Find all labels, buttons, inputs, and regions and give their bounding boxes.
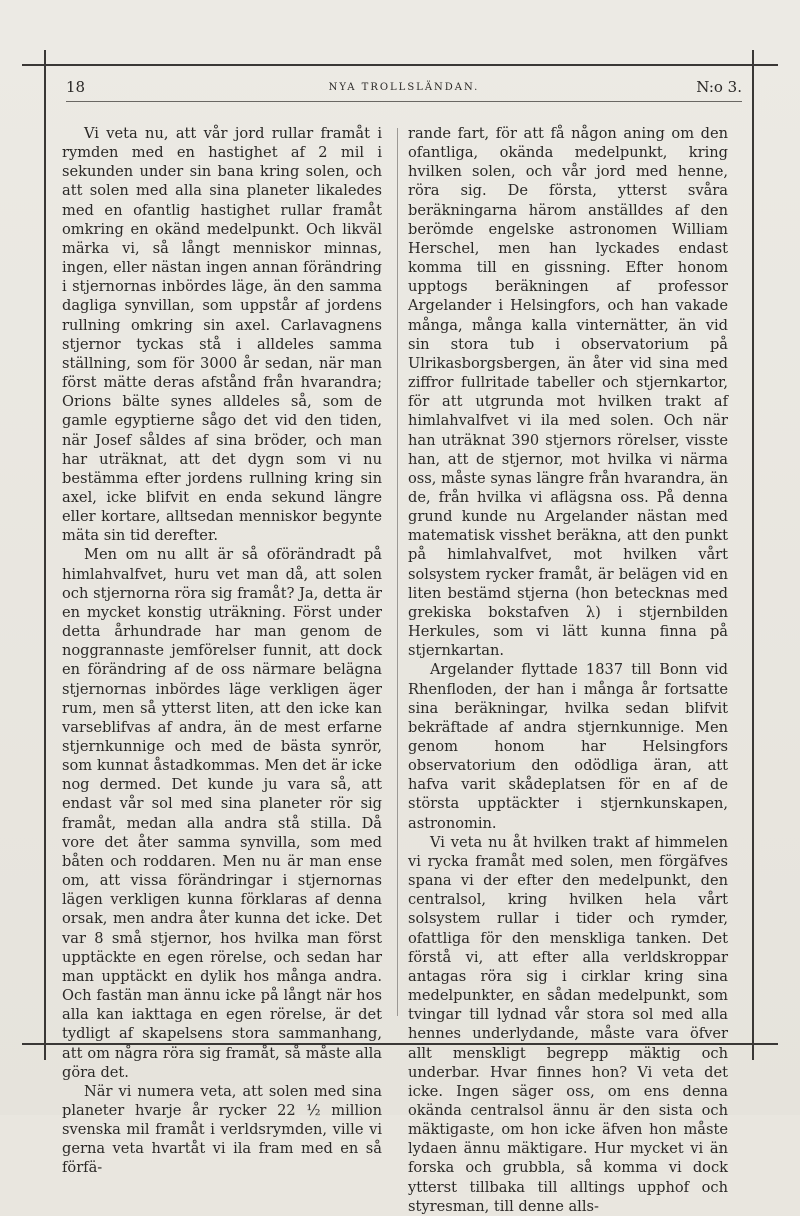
frame-rule-left bbox=[44, 50, 46, 1060]
paragraph: Vi veta nu åt hvilken trakt af himmelen vi rycka framåt med solen, men förgäfves spana vi der efter den medelpunkt, den centralsol, kring hvilken hela vårt solsystem rullar i tider och rymder, ofattliga för den menskliga tanken. Det förstå vi, att efter alla verldskroppar antagas röra sig i cirklar kring sina medelpunkter, en sådan medelpunkt, som tvingar till lydnad vår stora sol med alla hennes underlydande, måste vara öfver allt menskligt begrepp mäktig och underbar. Hvar finnes hon? Vi veta det icke. Ingen säger oss, om ens denna okända centralsol ännu är den sista och mäktigaste, om hon icke äfven hon måste lydaen ännu mäktigare. Hur mycket vi än forska och grubbla, så komma vi dock ytterst tillbaka till alltings upphof och styresman, till denne alls- bbox=[408, 833, 728, 1215]
frame-rule-right bbox=[752, 50, 754, 1060]
registration-mark-top-left bbox=[34, 54, 56, 76]
running-title: NYA TROLLSLÄNDAN. bbox=[328, 82, 480, 93]
column-divider bbox=[397, 128, 398, 1016]
frame-rule-top bbox=[22, 64, 778, 66]
paragraph: Vi veta nu, att vår jord rullar framåt i rymden med en hastighet af 2 mil i sekunden under sin bana kring solen, och att solen med alla sina planeter likaledes med en ofantlig hastighet rullar framåt omkring en okänd medelpunkt. Och likväl märka vi, så långt menniskor minnas, ingen, eller nästan ingen annan förändring i stjernornas inbördes läge, än den samma dagliga synvillan, som uppstår af jordens rullning omkring sin axel. Carlavagnens stjernor tyckas stå i alldeles samma ställning, som för 3000 år sedan, när man först mätte deras afstånd från hvarandra; Orions bälte synes alldeles så, som de gamle egyptierne sågo det vid den tiden, när Josef såldes af sina bröder, och man har uträknat, att det dygn som vi nu bestämma efter jordens rullning kring sin axel, icke blifvit en enda sekund längre eller kortare, alltsedan menniskor begynte mäta sin tid derefter. bbox=[62, 125, 382, 545]
paragraph: Men om nu allt är så oförändradt på himlahvalfvet, huru vet man då, att solen och stjernorna röra sig framåt? Ja, detta är en mycket konstig uträkning. Först under detta århundrade har man genom de noggrannaste jemförelser funnit, att dock en förändring af de oss närmare belägna stjernornas inbördes läge verkligen äger rum, men så ytterst liten, att den icke kan varseblifvas af andra, än de mest erfarne stjernkunnige och med de bästa synrör, som kunnat åstadkommas. Men det är icke nog dermed. Det kunde ju vara så, att endast vår sol med sina planeter rör sig framåt, medan alla andra stå stilla. Då vore det åter samma synvilla, som med båten och roddaren. Men nu är man ense om, att vissa förändringar i stjernornas lägen verkligen kunna förklaras af denna orsak, men andra åter kunna det icke. Det var 8 små stjernor, hos hvilka man först upptäckte en egen rörelse, och sedan har man upptäckt en dylik hos många andra. Och fastän man ännu icke på långt när hos alla kan iakttaga en egen rörelse, är det tydligt af skapelsens stora sammanhang, att om några röra sig framåt, så måste alla göra det. bbox=[62, 546, 382, 1081]
registration-mark-bottom-left bbox=[34, 1033, 56, 1055]
page-header bbox=[66, 78, 742, 98]
page-number: 18 bbox=[66, 78, 86, 96]
paragraph: rande fart, för att få någon aning om den ofantliga, okända medelpunkt, kring hvilken solen, och vår jord med henne, röra sig. De första, ytterst svåra beräkningarna härom anställdes af den berömde engelske astronomen William Herschel, men han lyckades endast komma till en gissning. Efter honom upptogs beräkningen af professor Argelander i Helsingfors, och han vakade många, många kalla vinternätter, än vid sin stora tub i observatorium på Ulrikasborgsbergen, än åter vid sina med ziffror fullritade tabeller och stjernkartor, för att utgrunda mot hvilken trakt af himlahvalfvet vi ila med solen. Och när han uträknat 390 stjernors rörelser, visste han, att de stjernor, mot hvilka vi närma oss, måste synas längre från hvarandra, än de, från hvilka vi aflägsna oss. På denna grund kunde nu Argelander nästan med matematisk visshet beräkna, att den punkt på himlahvalfvet, mot hvilken vårt solsystem rycker framåt, är belägen vid en liten bestämd stjerna (hon betecknas med grekiska bokstafven λ) i stjernbilden Herkules, som vi lätt kunna finna på stjernkartan. bbox=[408, 125, 728, 660]
paragraph: När vi numera veta, att solen med sina planeter hvarje år rycker 22 ½ million svenska mil framåt i verldsrymden, ville vi gerna veta hvartåt vi ila fram med en så förfä- bbox=[62, 1082, 382, 1177]
registration-mark-top-right bbox=[742, 54, 764, 76]
left-column bbox=[62, 124, 382, 1178]
issue-number: N:o 3. bbox=[696, 78, 742, 96]
header-rule bbox=[66, 101, 742, 102]
right-column bbox=[408, 124, 728, 1216]
paragraph: Argelander flyttade 1837 till Bonn vid Rhenfloden, der han i många år fortsatte sina beräkningar, hvilka sedan blifvit bekräftade af andra stjernkunnige. Men genom honom har Helsingfors observatorium den odödliga äran, att hafva varit skådeplatsen för en af de största upptäckter i stjernkunskapen, astronomin. bbox=[408, 661, 728, 832]
registration-mark-bottom-right bbox=[742, 1033, 764, 1055]
